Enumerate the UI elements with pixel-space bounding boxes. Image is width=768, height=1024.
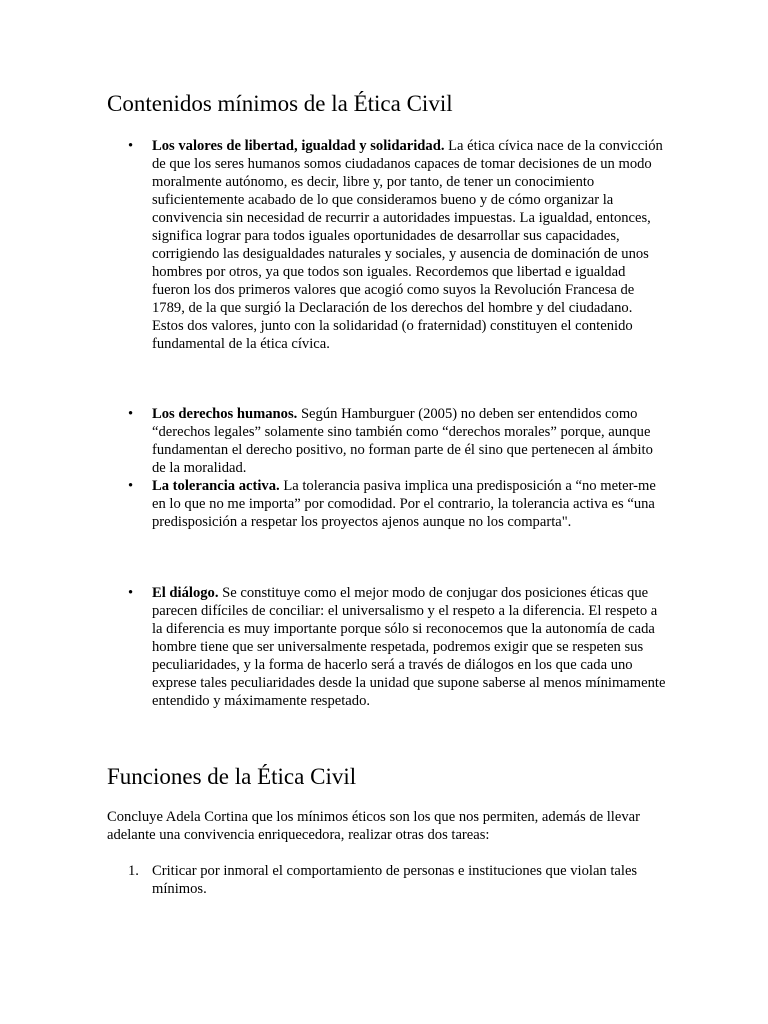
item-lead: La tolerancia activa. (152, 478, 280, 494)
section-heading-funciones: Funciones de la Ética Civil (107, 764, 357, 789)
item-lead: Los derechos humanos. (152, 406, 298, 422)
item-lead: Los valores de libertad, igualdad y solidaridad. (152, 138, 445, 154)
bullet-icon: • (128, 138, 134, 154)
values-bullet-list (128, 137, 666, 353)
item-number: 1. (128, 863, 139, 879)
dialogue-bullet-list (128, 584, 666, 710)
item-text: La tolerancia pasiva implica una predisposición a “no meter-me en lo que no me importa” por comodidad. Por el contrario, la tolerancia activa es “una predisposición a respetar los proyectos ajenos aunque no los comparta". (152, 478, 656, 530)
bullet-icon: • (128, 585, 134, 601)
list-item-libertad (128, 137, 666, 353)
functions-numbered-list (128, 862, 666, 898)
item-text: La ética cívica nace de la convicción de que los seres humanos somos ciudadanos capaces de tomar decisiones de un modo moralmente autónomo, es decir, libre y, por tanto, de tener un conocimiento suficientemente acabado de lo que consideramos bueno y de cómo organizar la convivencia sin necesidad de recurrir a autoridades impuestas. La igualdad, entonces, significa lograr para todos iguales oportunidades de desarrollar sus capacidades, corrigiendo las desigualdades naturales y sociales, y ausencia de dominación de unos hombres por otros, ya que todos son iguales. Recordemos que libertad e igualdad fueron los dos primeros valores que acogió como suyos la Revolución Francesa de 1789, de la que surgió la Declaración de los derechos del hombre y del ciudadano. Estos dos valores, junto con la solidaridad (o fraternidad) constituyen el contenido fundamental de la ética cívica. (152, 138, 663, 352)
bullet-icon: • (128, 406, 134, 422)
bullet-icon: • (128, 478, 134, 494)
item-lead: El diálogo. (152, 585, 219, 601)
list-item-dialogo (128, 584, 666, 710)
item-text: Criticar por inmoral el comportamiento de personas e instituciones que violan tales mínimos. (152, 863, 638, 897)
item-text: Según Hamburguer (2005) no deben ser entendidos como “derechos legales” solamente sino también como “derechos morales” porque, aunque fundamentan el derecho positivo, no forman parte de él sino que pertenecen al ámbito de la moralidad. (152, 406, 653, 476)
list-item-criticar (128, 862, 666, 898)
item-text: Se constituye como el mejor modo de conjugar dos posiciones éticas que parecen difíciles de conciliar: el universalismo y el respeto a la diferencia. El respeto a la diferencia es muy importante porque sólo si reconocemos que la autonomía de cada hombre tiene que ser universalmente respetada, podremos exigir que se respeten sus peculiaridades, y la forma de hacerlo será a través de diálogos en los que cada uno exprese tales peculiaridades desde la unidad que supone saberse al menos mínimamente entendido y máximamente respetado. (152, 585, 666, 709)
intro-paragraph: Concluye Adela Cortina que los mínimos éticos son los que nos permiten, además de llevar adelante una convivencia enriquecedora, realizar otras dos tareas: (107, 809, 640, 843)
list-item-tolerancia (128, 477, 666, 531)
rights-bullet-list (128, 405, 666, 531)
list-item-derechos (128, 405, 666, 477)
section-heading-contenidos: Contenidos mínimos de la Ética Civil (107, 91, 453, 116)
